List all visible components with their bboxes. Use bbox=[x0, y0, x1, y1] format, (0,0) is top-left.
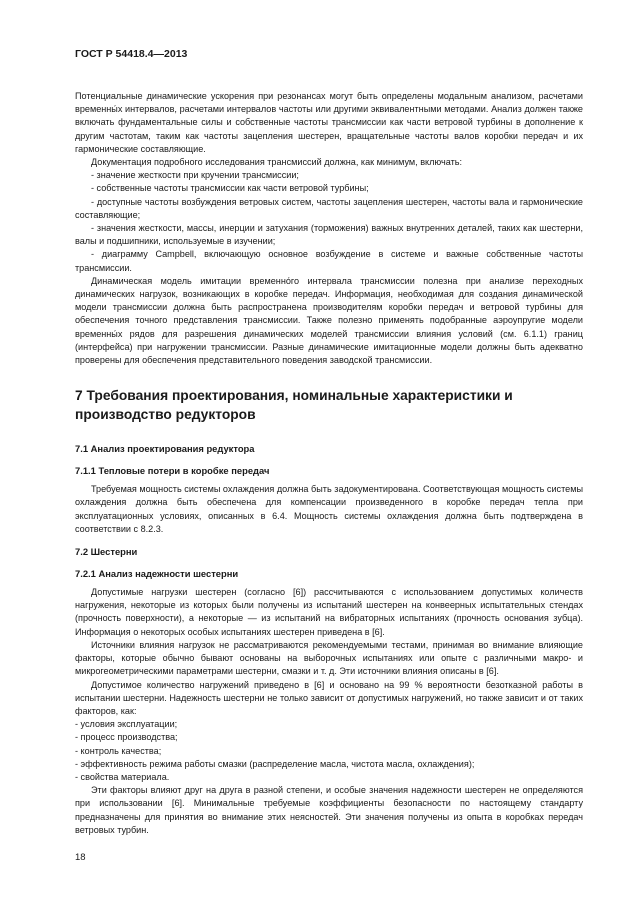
section-heading: 7 Требования проектирования, номинальные характеристики и производство редукторов bbox=[75, 388, 513, 423]
page-number: 18 bbox=[75, 852, 86, 863]
paragraph: Допустимое количество нагружений приведено в [6] и основано на 99 % вероятности безотказной работы в испытании шестерни. Надежность шестерни не только зависит от допустимых нагружений, но также зависит и от таких факторов, как: bbox=[75, 679, 583, 716]
paragraph: Допустимые нагрузки шестерен (согласно [6]) рассчитываются с использованием допустимых количеств нагружения, некоторые из которых были получены из испытаний шестерен на конвеерных испытательных стендах (прочность поверхности), а некоторые — из испытаний на вибраторных испытаниях (прочность основания зубца). Информация о некоторых особых испытаниях шестерен приведена в [6]. bbox=[75, 587, 583, 637]
subsection-heading: 7.2 Шестерни bbox=[75, 546, 138, 558]
top-text-block bbox=[75, 90, 583, 367]
list-item: - значение жесткости при кручении трансмиссии; bbox=[91, 170, 299, 181]
list-item: - значения жесткости, массы, инерции и затухания (торможения) важных внутренних деталей, таких как шестерни, валы и подшипники, используемые в изучении; bbox=[75, 223, 583, 247]
bottom-text-block bbox=[75, 586, 583, 837]
document-page bbox=[75, 48, 583, 837]
list-item: - свойства материала. bbox=[75, 771, 170, 782]
paragraph: Требуемая мощность системы охлаждения должна быть задокументирована. Соответствующая мощность системы охлаждения должна быть обеспечена для компенсации произведенного в коробке передач тепла при эксплуатационных условиях, описанных в 6.4. Мощность системы охлаждения должна быть подтверждена в соответствии с 8.2.3. bbox=[75, 484, 583, 534]
list-item: - доступные частоты возбуждения ветровых систем, частоты зацепления шестерен, частоты вала и гармонические составляющие; bbox=[75, 196, 583, 220]
list-item: - эффективность режима работы смазки (распределение масла, чистота масла, охлаждения); bbox=[75, 758, 475, 769]
paragraph: Документация подробного исследования трансмиссий должна, как минимум, включать: bbox=[91, 157, 463, 168]
list-item: - собственные частоты трансмиссии как части ветровой турбины; bbox=[91, 183, 369, 194]
subsection-heading: 7.1.1 Тепловые потери в коробке передач bbox=[75, 465, 270, 477]
paragraph: Динамическая модель имитации временно́го интервала трансмиссии полезна при анализе переходных динамических нагрузок, возникающих в коробке передач. Информация, необходимая для создания динамической модели трансмиссии должна быть распространена производителям коробки передач и ветровой турбины для обеспечения точного представления трансмиссии. Также полезно применять подобранные аэроупругие модели временны́х рядов для разрешения динамических моделей трансмиссии влияния условий (см. 6.1.1) границ (интерфейса) при нагружении трансмиссии. Разные динамические имитационные модели должны быть адекватно проверены для обеспечения представительного поведения заводской трансмиссии. bbox=[75, 275, 583, 366]
list-item: - контроль качества; bbox=[75, 745, 162, 756]
list-item: - процесс производства; bbox=[75, 732, 178, 743]
list-item: - диаграмму Campbell, включающую основное возбуждение в системе и важные собственные частоты трансмиссии. bbox=[75, 249, 583, 273]
list-item: - условия эксплуатации; bbox=[75, 719, 178, 730]
paragraph: Источники влияния нагрузок не рассматриваются рекомендуемыми тестами, принимая во внимание влияющие факторы, которые обычно бывают основаны на выборочных испытаниях или опыте с различными макро- и микрогеометрическими параметрами шестерни, смазки и т. д. Эти источники влияния описаны в [6]. bbox=[75, 639, 583, 677]
subsection-heading: 7.1 Анализ проектирования редуктора bbox=[75, 443, 255, 455]
paragraph: Потенциальные динамические ускорения при резонансах могут быть определены модальным анализом, расчетами временны́х интервалов, расчетами интервалов частоты или другими эквивалентными методами. Анализ должен также включать фундаментальные силы и собственные частоты трансмиссии как части ветровой турбины в дополнение к другим частотам, таким как частоты зацепления шестерен, вращательные частоты валов коробки передач и их гармонические составляющие. bbox=[75, 91, 583, 154]
paragraph: Эти факторы влияют друг на друга в разной степени, и особые значения надежности шестерен не определяются при использовании [6]. Минимальные требуемые коэффициенты безопасности по настоящему стандарту предназначены для принятия во внимание этих неясностей. Эти значения получены из опыта в коробках передач ветровых турбин. bbox=[75, 785, 583, 835]
subsection-heading: 7.2.1 Анализ надежности шестерни bbox=[75, 568, 239, 580]
standard-header: ГОСТ Р 54418.4—2013 bbox=[75, 48, 188, 60]
